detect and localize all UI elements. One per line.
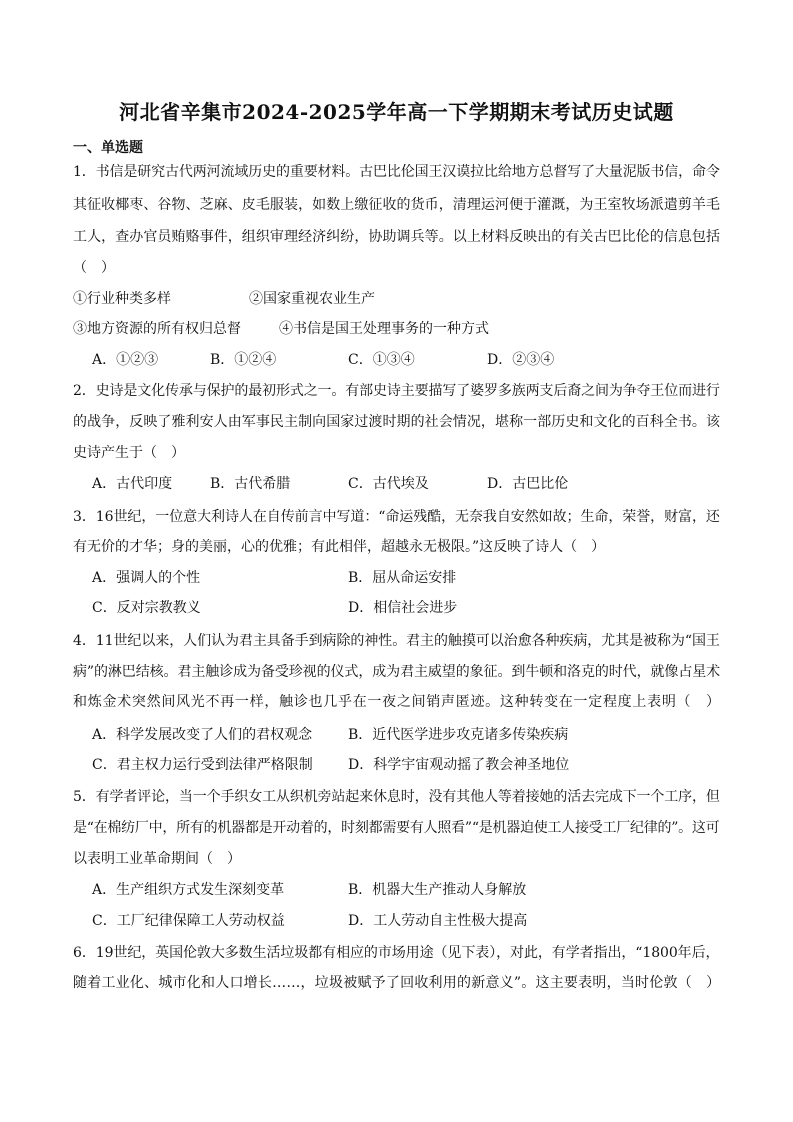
question-1-line-3: 工人，查办官员贿赂事件，组织审理经济纠纷，协助调兵等。以上材料反映出的有关古巴比伦的信息包括 [73,229,721,245]
question-1-item-2: ②国家重视农业生产 [249,291,375,307]
question-6-line-1: 6．19世纪，英国伦敦大多数生活垃圾都有相应的市场用途（见下表），对此，有学者指出，“1800年后， [73,945,720,961]
question-4-line-1: 4．11世纪以来，人们认为君主具备手到病除的神性。君主的触摸可以治愈各种疾病，尤其是被称为“国王 [73,633,720,649]
question-1-option-d: D．②③④ [487,352,555,368]
question-3-line-2: 有无价的才华；身的美丽，心的优雅；有此相伴，超越永无极限。”这反映了诗人（ ） [73,539,606,555]
question-2-option-c: C．古代埃及 [348,476,429,492]
question-4-line-3: 和炼金术突然间风光不再一样，触诊也几乎在一夜之间销声匿迹。这种转变在一定程度上表明（ ） [73,694,721,710]
question-1-line-1: 1．书信是研究古代两河流域历史的重要材料。古巴比伦国王汉谟拉比给地方总督写了大量泥版书信，命令 [73,164,720,180]
question-1-line-2: 其征收椰枣、谷物、芝麻、皮毛服装，如数上缴征收的货币，清理运河便于灌溉，为王室牧场派遣剪羊毛 [73,197,721,213]
question-5-option-b: B．机器大生产推动人身解放 [348,882,527,898]
question-5-option-a: A．生产组织方式发生深刻变革 [92,882,285,898]
question-4-option-d: D．科学宇宙观动摇了教会神圣地位 [348,757,570,773]
exam-title: 河北省辛集市2024-2025学年高一下学期期末考试历史试题 [119,100,674,124]
question-2-option-a: A．古代印度 [92,476,173,492]
question-3-option-a: A．强调人的个性 [92,570,201,586]
question-5-option-c: C．工厂纪律保障工人劳动权益 [92,913,285,929]
question-1-item-1: ①行业种类多样 [73,291,171,307]
question-5-option-d: D．工人劳动自主性极大提高 [348,913,528,929]
question-2-option-d: D．古巴比伦 [487,476,569,492]
question-5-line-2: 是“在棉纺厂中，所有的机器都是开动着的，时刻都需要有人照看”“是机器迫使工人接受工厂纪律的”。这可 [73,820,720,836]
question-3-option-c: C．反对宗教教义 [92,600,201,616]
question-3-option-d: D．相信社会进步 [348,600,458,616]
question-4-option-a: A．科学发展改变了人们的君权观念 [92,727,313,743]
question-3-option-b: B．屈从命运安排 [348,570,457,586]
question-1-option-b: B．①②④ [210,352,277,368]
question-3-line-1: 3．16世纪，一位意大利诗人在自传前言中写道：“命运残酷，无奈我自安然如故；生命，荣誉，财富，还 [73,509,720,525]
question-6-line-2: 随着工业化、城市化和人口增长……，垃圾被赋予了回收利用的新意义”。这主要表明，当时伦敦（ ） [73,975,721,991]
question-2-line-3: 史诗产生于（ ） [73,445,185,461]
question-2-option-b: B．古代希腊 [210,476,291,492]
question-2-line-2: 的战争，反映了雅利安人由军事民主制向国家过渡时期的社会情况，堪称一部历史和文化的百科全书。该 [73,414,721,430]
question-1-line-4: （ ） [73,260,115,276]
question-4-option-c: C．君主权力运行受到法律严格限制 [92,757,313,773]
section-heading: 一、单选题 [73,140,143,156]
question-5-line-3: 以表明工业革命期间（ ） [73,851,241,867]
question-4-option-b: B．近代医学进步攻克诸多传染疾病 [348,727,569,743]
question-4-line-2: 病”的淋巴结核。君主触诊成为备受珍视的仪式，成为君主威望的象征。到牛顿和洛克的时代，就像占星术 [73,664,721,680]
question-1-item-4: ④书信是国王处理事务的一种方式 [279,321,489,337]
question-1-item-3: ③地方资源的所有权归总督 [73,321,241,337]
question-2-line-1: 2．史诗是文化传承与保护的最初形式之一。有部史诗主要描写了婆罗多族两支后裔之间为争夺王位而进行 [73,383,720,399]
question-1-option-c: C．①③④ [348,352,415,368]
question-1-option-a: A．①②③ [92,352,159,368]
question-5-line-1: 5．有学者评论，当一个手织女工从织机旁站起来休息时，没有其他人等着接她的活去完成下一个工序，但 [73,789,720,805]
